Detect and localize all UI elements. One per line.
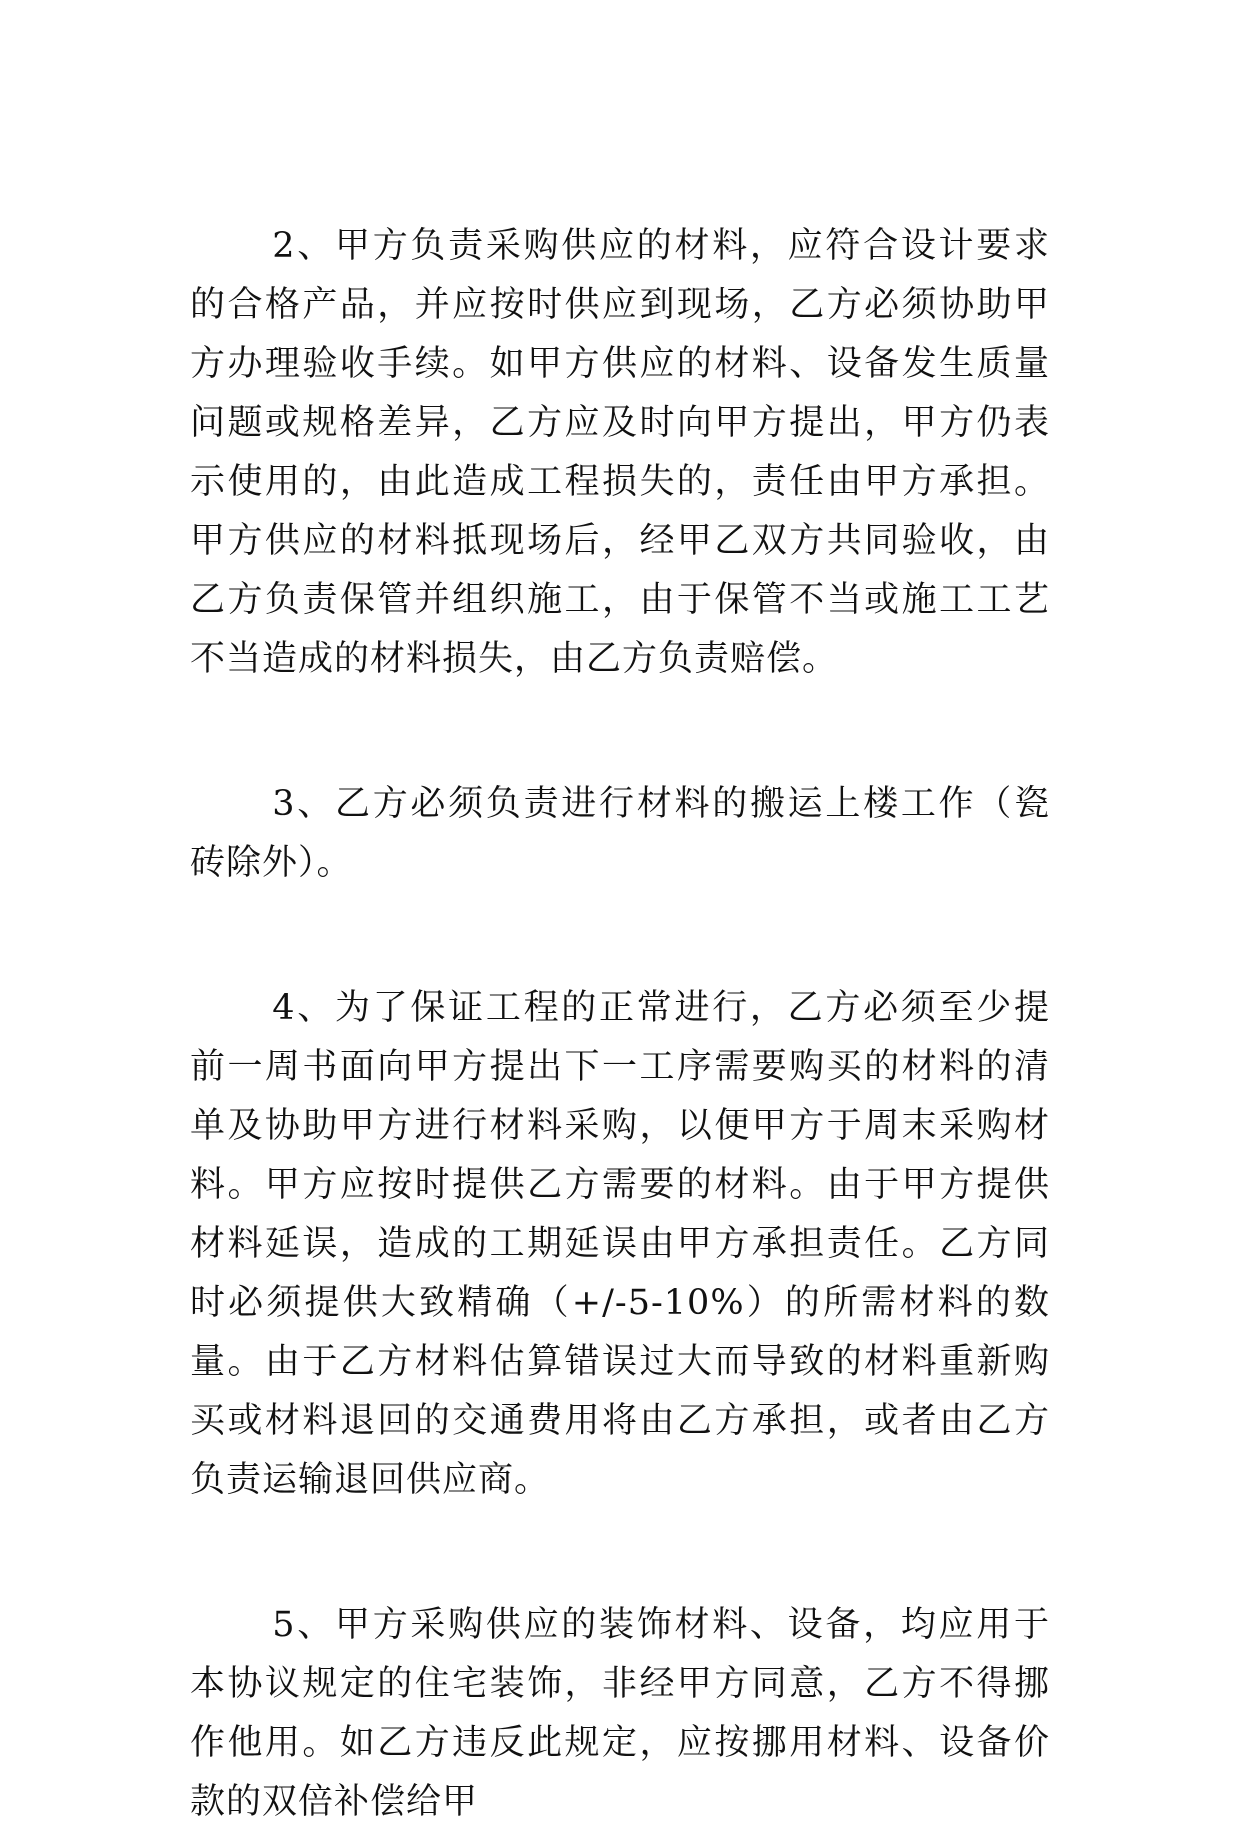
paragraph-2: 2、甲方负责采购供应的材料，应符合设计要求的合格产品，并应按时供应到现场，乙方必须协助甲方办理验收手续。如甲方供应的材料、设备发生质量问题或规格差异，乙方应及时向甲方提出，甲方仍表示使用的，由此造成工程损失的，责任由甲方承担。甲方供应的材料抵现场后，经甲乙双方共同验收，由乙方负责保管并组织施工，由于保管不当或施工工艺不当造成的材料损失，由乙方负责赔偿。: [190, 226, 1050, 679]
document-body: [190, 217, 1050, 1832]
paragraph-5: 5、甲方采购供应的装饰材料、设备，均应用于本协议规定的住宅装饰，非经甲方同意，乙方不得挪作他用。如乙方违反此规定，应按挪用材料、设备价款的双倍补偿给甲: [190, 1605, 1050, 1822]
paragraph-3: 3、乙方必须负责进行材料的搬运上楼工作（瓷砖除外）。: [190, 784, 1050, 883]
paragraph-4: 4、为了保证工程的正常进行，乙方必须至少提前一周书面向甲方提出下一工序需要购买的材料的清单及协助甲方进行材料采购，以便甲方于周末采购材料。甲方应按时提供乙方需要的材料。由于甲方提供材料延误，造成的工期延误由甲方承担责任。乙方同时必须提供大致精确（+/-5-10%）的所需材料的数量。由于乙方材料估算错误过大而导致的材料重新购买或材料退回的交通费用将由乙方承担，或者由乙方负责运输退回供应商。: [190, 988, 1050, 1500]
